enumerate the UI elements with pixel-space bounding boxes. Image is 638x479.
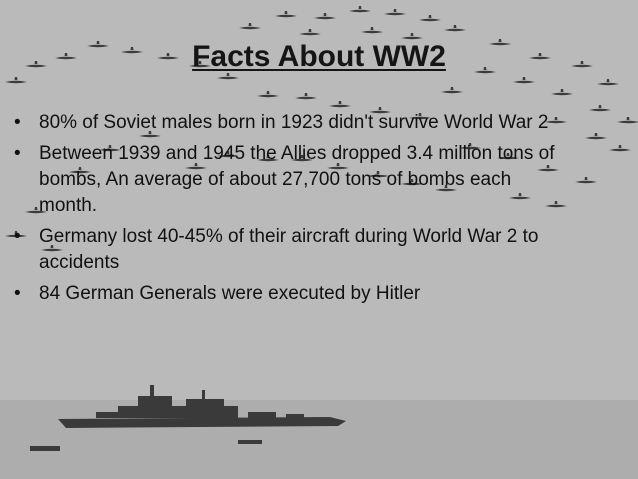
facts-list [14, 110, 574, 312]
bullet: • [14, 112, 21, 133]
fact-text: 80% of Soviet males born in 1923 didn't survive World War 2 [39, 112, 549, 133]
bullet: • [14, 143, 21, 164]
slide-title [0, 40, 638, 74]
fact-text: Germany lost 40-45% of their aircraft during World War 2 to accidents [39, 226, 539, 273]
list-item [14, 224, 574, 276]
fact-text: Between 1939 and 1945 the Allies dropped 3.4 million tons of bombs, An average of about 27,700 tons of bombs each month. [39, 143, 555, 216]
fact-text: 84 German Generals were executed by Hitler [39, 283, 421, 304]
slide-title-text: Facts About WW2 [192, 40, 446, 73]
bullet: • [14, 283, 21, 304]
list-item [14, 141, 574, 219]
bullet: • [14, 226, 21, 247]
list-item [14, 281, 574, 307]
list-item [14, 110, 574, 136]
